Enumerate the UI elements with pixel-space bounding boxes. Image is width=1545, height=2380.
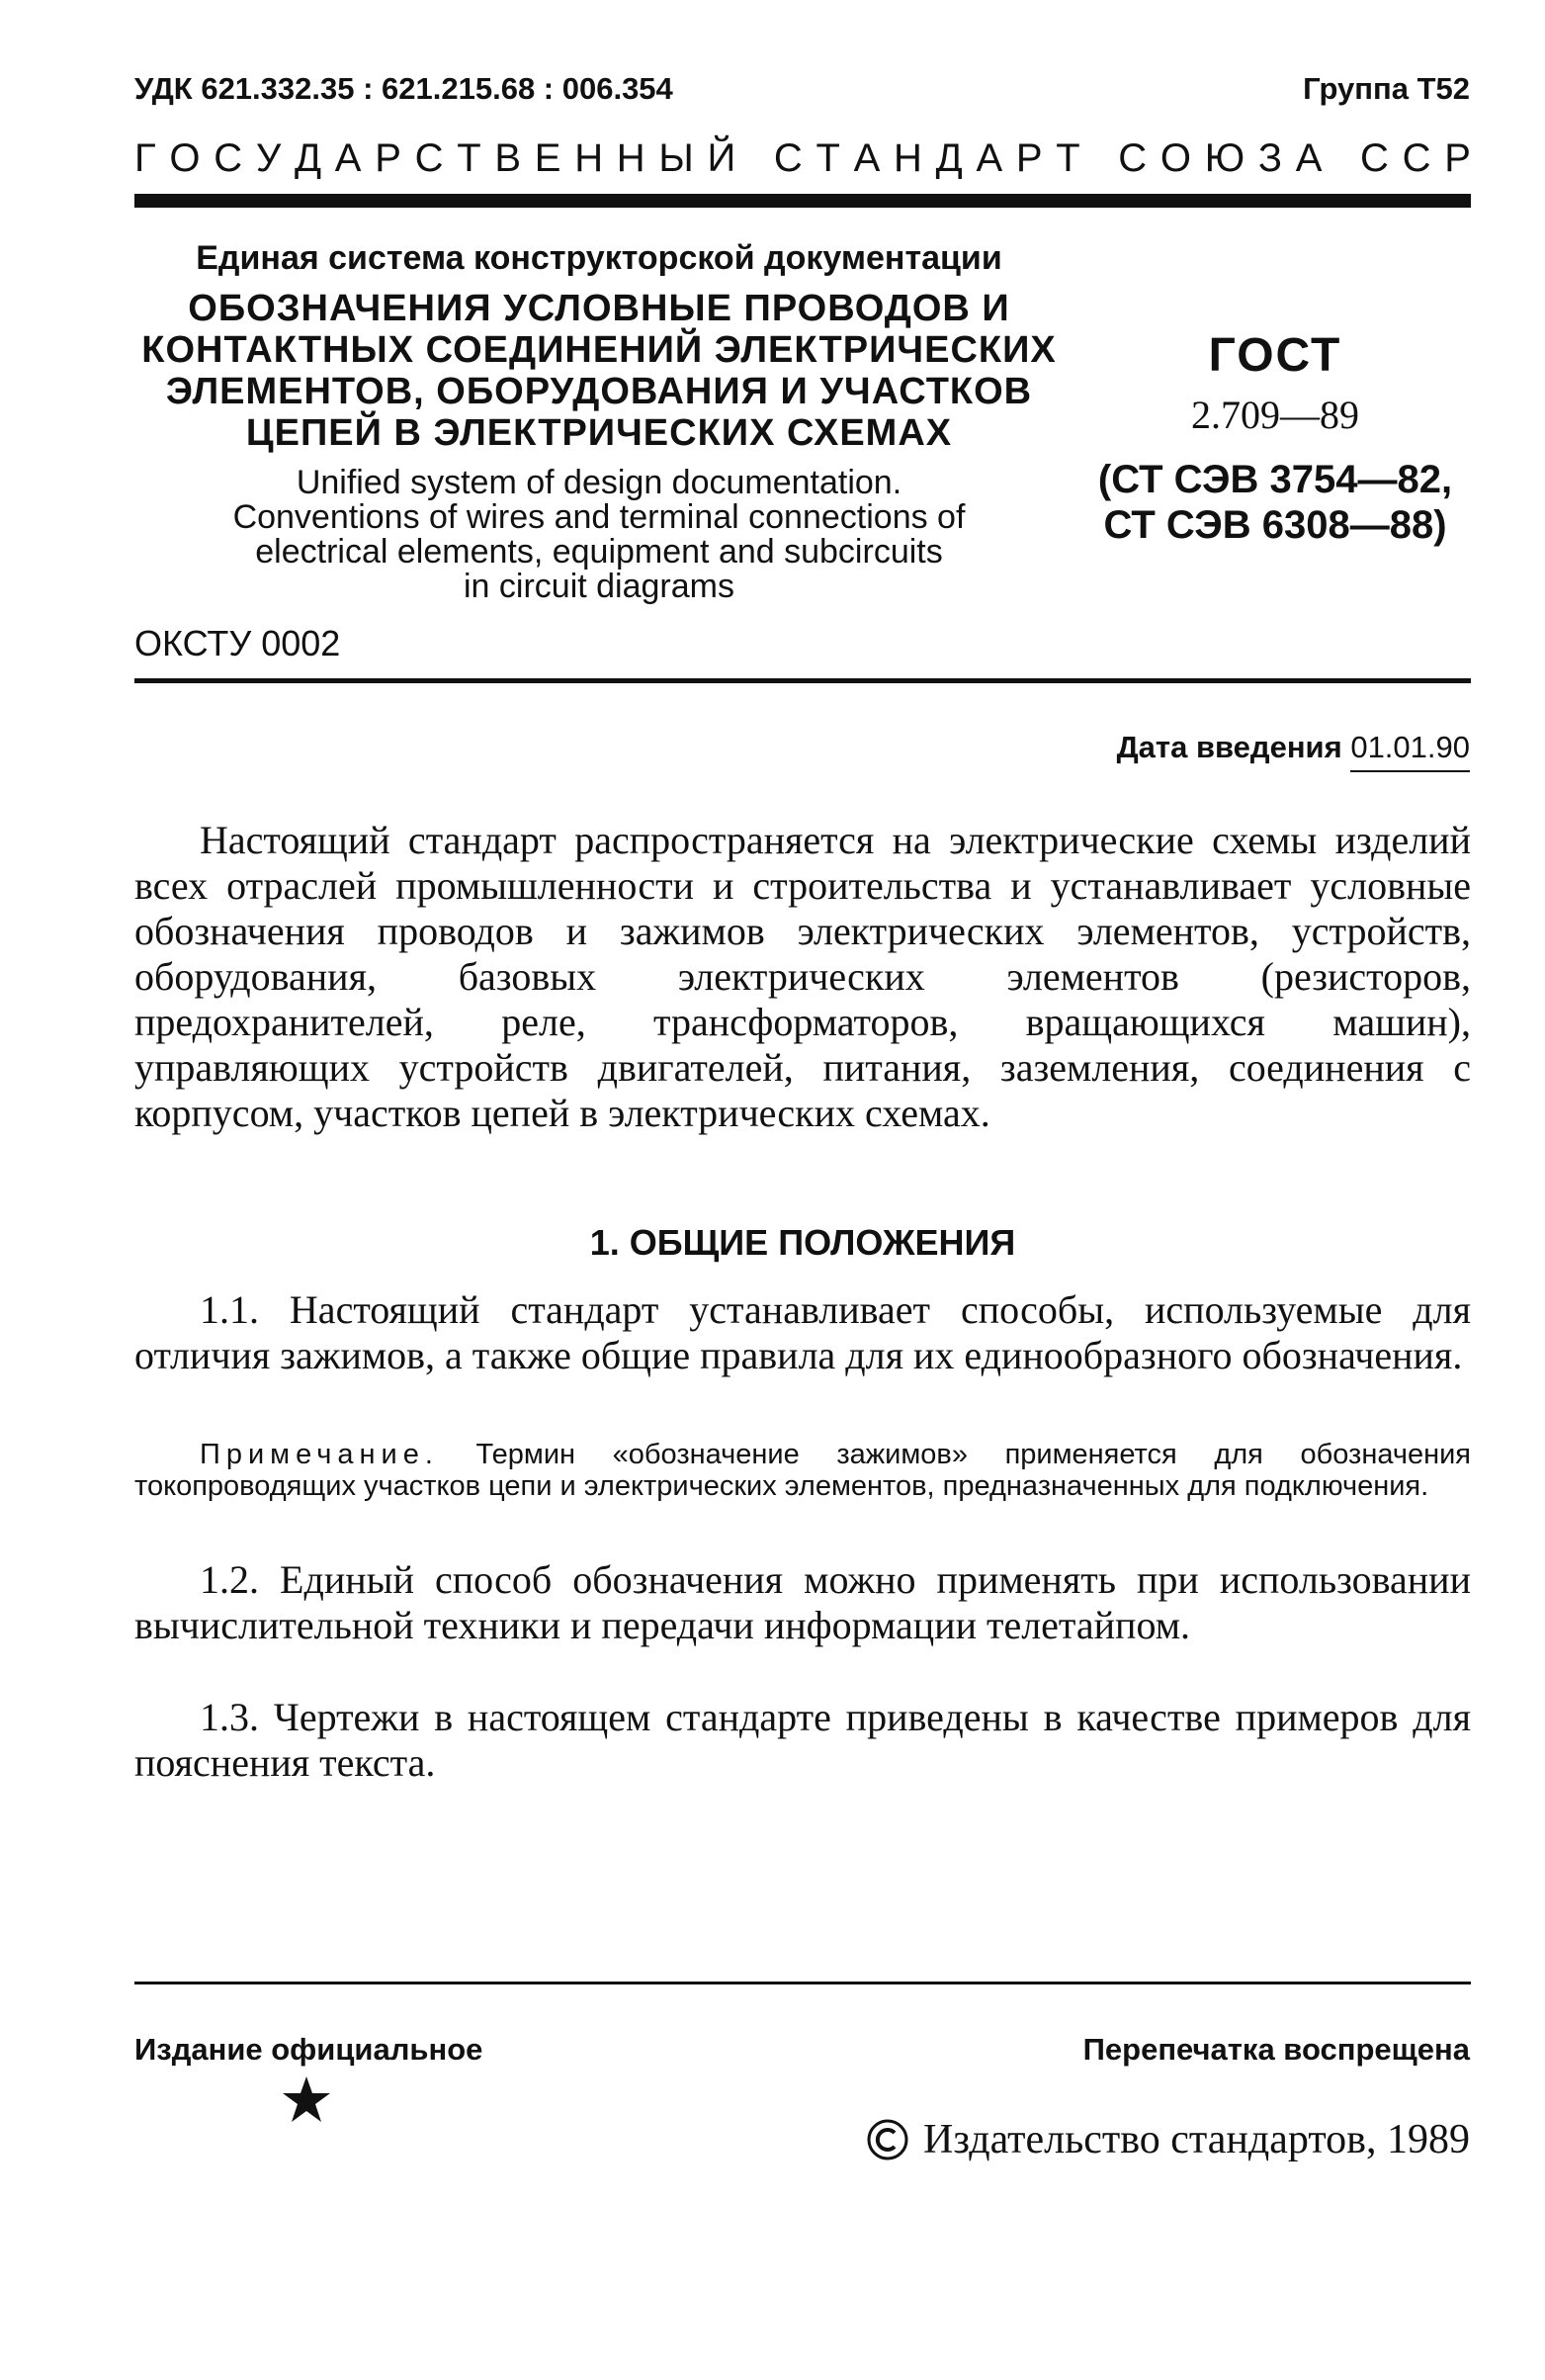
state-title-letter: С xyxy=(1402,136,1431,180)
state-title-letter xyxy=(1335,136,1346,181)
state-title-letter: С xyxy=(414,136,444,180)
state-title-letter: Д xyxy=(935,136,963,180)
state-title-letter: Ы xyxy=(658,136,694,180)
gost-block xyxy=(1077,326,1473,548)
state-standard-title xyxy=(134,136,1471,181)
state-title-letter: Д xyxy=(294,136,322,180)
date-value: 01.01.90 xyxy=(1350,730,1470,772)
reprint-prohibited-label: Перепечатка воспрещена xyxy=(1082,2032,1470,2067)
star-icon xyxy=(282,2074,331,2124)
publisher-line xyxy=(866,2116,1470,2163)
state-title-letter: З xyxy=(1257,136,1283,180)
state-title-letter: Е xyxy=(534,136,561,180)
intro-paragraph: Настоящий стандарт распространяется на электрические схемы изделий всех отраслей промышленности и строительства и устанавливает условные обозначения проводов и зажимов электрических элементов, устройств, оборудования, базовых электрических элементов (резисторов, предохранителей, реле, трансформаторов, вращающихся машин), управляющих устройств двигателей, питания, заземления, соединения с корпусом, участков цепей в электрических схемах. xyxy=(134,818,1471,1135)
state-title-letter: А xyxy=(976,136,1003,180)
title-ru-line: ЭЛЕМЕНТОВ, ОБОРУДОВАНИЯ И УЧАСТКОВ xyxy=(165,371,1033,412)
system-name: Единая система конструкторской документации xyxy=(196,239,1002,277)
state-title-letter xyxy=(749,136,760,181)
state-title-letter: Н xyxy=(574,136,604,180)
state-title-letter: Г xyxy=(134,136,156,180)
title-en-line: Unified system of design documentation. xyxy=(296,464,902,501)
state-title-letter: С xyxy=(214,136,243,180)
gost-number: 2.709—89 xyxy=(1191,393,1359,437)
title-block xyxy=(134,239,1064,604)
state-title-letter: Т xyxy=(1056,136,1080,180)
publisher-text: Издательство стандартов, 1989 xyxy=(923,2117,1470,2162)
state-title-letter: А xyxy=(853,136,881,180)
state-title-letter: А xyxy=(1295,136,1323,180)
state-title-letter: Т xyxy=(457,136,481,180)
state-title-letter: О xyxy=(1159,136,1191,180)
state-title-letter: С xyxy=(773,136,803,180)
note-text: Термин «обозначение зажимов» применяется для обозначения токопроводящих участков цепи и электрических элементов, предназначенных для подключения. xyxy=(134,1439,1471,1502)
note xyxy=(134,1439,1471,1502)
state-title-letter: О xyxy=(169,136,201,180)
state-title-letter: Ю xyxy=(1204,136,1245,180)
introduction-date xyxy=(1117,730,1470,765)
cmea-line: СТ СЭВ 6308—88) xyxy=(1103,503,1447,547)
state-title-letter xyxy=(1093,136,1104,181)
state-title-letter: Н xyxy=(616,136,645,180)
copyright-icon xyxy=(866,2118,909,2161)
state-title-letter: Р xyxy=(375,136,401,180)
official-edition-label: Издание официальное xyxy=(134,2032,483,2067)
section-heading: 1. ОБЩИЕ ПОЛОЖЕНИЯ xyxy=(589,1222,1016,1263)
state-title-letter: Т xyxy=(815,136,840,180)
state-title-letter: С xyxy=(1118,136,1148,180)
title-english xyxy=(134,466,1064,604)
state-title-letter: У xyxy=(255,136,282,180)
state-title-letter: Й xyxy=(707,136,736,180)
cmea-line: (СТ СЭВ 3754—82, xyxy=(1097,458,1453,501)
paragraph-1-2: 1.2. Единый способ обозначения можно применять при использовании вычислительной техники и передачи информации телетайпом. xyxy=(134,1557,1471,1647)
bottom-rule-divider xyxy=(134,1982,1471,1984)
paragraph-1-1: 1.1. Настоящий стандарт устанавливает способы, используемые для отличия зажимов, а также общие правила для их единообразного обозначения. xyxy=(134,1287,1471,1377)
state-title-letter: А xyxy=(334,136,362,180)
paragraph-1-3: 1.3. Чертежи в настоящем стандарте приведены в качестве примеров для пояснения текста. xyxy=(134,1695,1471,1785)
middle-rule-divider xyxy=(134,678,1471,683)
title-russian xyxy=(134,288,1064,454)
state-title-letter: Н xyxy=(894,136,922,180)
gost-label: ГОСТ xyxy=(1208,329,1342,382)
title-ru-line: ЦЕПЕЙ В ЭЛЕКТРИЧЕСКИХ СХЕМАХ xyxy=(245,412,953,454)
state-title-letter: Р xyxy=(1444,136,1471,180)
udk-code: УДК 621.332.35 : 621.215.68 : 006.354 xyxy=(134,71,673,106)
title-en-line: Conventions of wires and terminal connections of xyxy=(232,498,966,536)
state-title-letter: С xyxy=(1360,136,1389,180)
title-ru-line: ОБОЗНАЧЕНИЯ УСЛОВНЫЕ ПРОВОДОВ И xyxy=(188,288,1010,329)
title-ru-line: КОНТАКТНЫХ СОЕДИНЕНИЙ ЭЛЕКТРИЧЕСКИХ xyxy=(141,329,1057,371)
okstu-code: ОКСТУ 0002 xyxy=(134,623,341,663)
title-en-line: electrical elements, equipment and subcircuits xyxy=(255,533,943,571)
state-title-letter: В xyxy=(494,136,522,180)
state-title-letter: Р xyxy=(1015,136,1043,180)
cmea-references xyxy=(1077,457,1473,548)
top-rule-divider xyxy=(134,194,1471,208)
date-label: Дата введения xyxy=(1116,730,1342,764)
group-code: Группа Т52 xyxy=(1303,71,1470,106)
note-label: Примечание. xyxy=(200,1439,439,1470)
title-en-line: in circuit diagrams xyxy=(464,568,734,605)
